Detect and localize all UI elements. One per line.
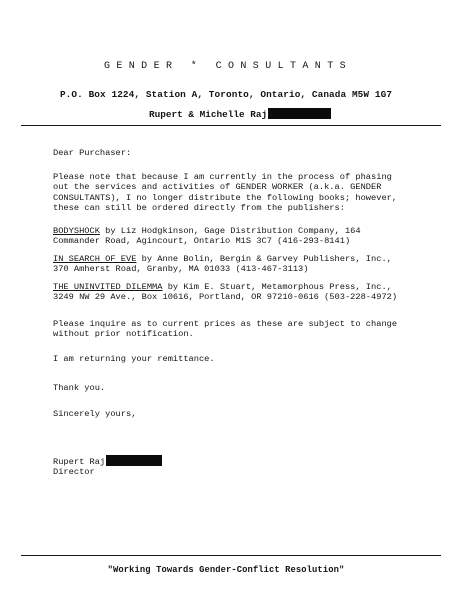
book-entry-in-search-of-eve (53, 254, 392, 275)
letterhead-names-text: Rupert & Michelle Raj (149, 109, 268, 120)
letterhead-title: GENDER * CONSULTANTS (103, 61, 353, 72)
signer-title: Director (53, 467, 95, 477)
signer-name: Rupert Raj (53, 456, 106, 467)
thanks-line: Thank you. (53, 383, 106, 393)
signer-name-line (53, 456, 162, 467)
prices-note: Please inquire as to current prices as these are subject to change without prior notification. (53, 319, 398, 340)
book-details: by Kim E. Stuart, Metamorphous Press, Inc., 3249 NW 29 Ave., Box 10616, Portland, OR 97210-0616 (503-228-4972) (53, 282, 398, 303)
salutation: Dear Purchaser: (53, 148, 132, 158)
book-title: BODYSHOCK (53, 226, 100, 236)
remittance-note: I am returning your remittance. (53, 354, 215, 364)
book-title: IN SEARCH OF EVE (53, 254, 137, 264)
book-details: by Liz Hodgkinson, Gage Distribution Company, 164 Commander Road, Agincourt, Ontario M1S 3C7 (416-293-8141) (53, 226, 361, 247)
redaction-bar (268, 108, 331, 119)
intro-paragraph: Please note that because I am currently in the process of phasing out the services and activities of GENDER WORKER (a.k.a. GENDER CONSULTANTS), I no longer distribute the following books; however, these can still be ordered directly from the publishers: (53, 172, 398, 214)
footer-divider (21, 555, 441, 556)
letterhead-divider (21, 125, 441, 126)
book-details: by Anne Bolin, Bergin & Garvey Publishers, Inc., 370 Amherst Road, Granby, MA 01033 (413-467-3113) (53, 254, 392, 275)
book-title: THE UNINVITED DILEMMA (53, 282, 163, 292)
closing-line: Sincerely yours, (53, 409, 137, 419)
letterhead-address: P.O. Box 1224, Station A, Toronto, Ontario, Canada M5W 1G7 (59, 89, 393, 100)
book-entry-uninvited-dilemma (53, 282, 397, 303)
letterhead-names (149, 109, 331, 120)
book-entry-bodyshock (53, 226, 361, 247)
footer-motto: "Working Towards Gender-Conflict Resolution" (107, 565, 345, 575)
redaction-bar (106, 455, 162, 466)
